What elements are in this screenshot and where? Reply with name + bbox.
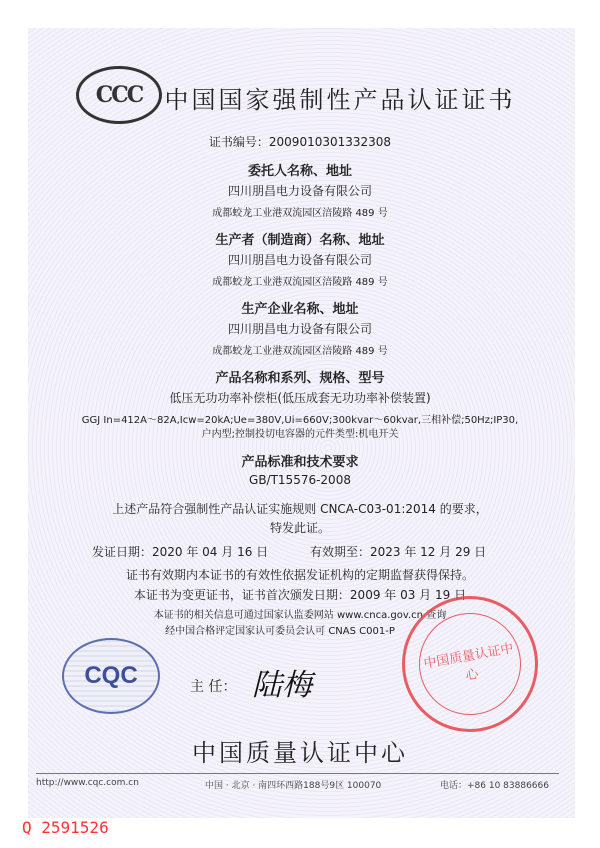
standard-heading: 产品标准和技术要求 (241, 455, 359, 470)
valid-until: 有效期至：2023 年 12 月 29 日 (310, 545, 487, 559)
product-name: 低压无功功率补偿柜(低压成套无功功率补偿装置) (169, 391, 431, 405)
serial-number: Q 2591526 (22, 818, 109, 837)
certificate-number: 证书编号：2009010301332308 (208, 135, 392, 149)
certificate-title: 中国国家强制性产品认证证书 (164, 86, 516, 114)
ccc-logo: CCC (76, 66, 162, 124)
factory-name: 四川朋昌电力设备有限公司 (227, 322, 372, 336)
query-note: 本证书的相关信息可通过国家认监委网站 www.cnca.gov.cn 查询 (153, 610, 447, 621)
footer-divider (36, 773, 559, 774)
cnas-note: 经中国合格评定国家认可委员会认可 CNAS C001-P (165, 626, 395, 637)
signature: 陆梅 (252, 668, 312, 703)
conformity-line1: 上述产品符合强制性产品认证实施规则 CNCA-C03-01:2014 的要求， (112, 502, 488, 516)
product-heading: 产品名称和系列、规格、型号 (215, 371, 385, 386)
client-name: 四川朋昌电力设备有限公司 (227, 184, 372, 198)
product-spec-line1: GGJ In=412A～82A,Icw=20kA;Ue=380V,Ui=660V;300kvar～60kvar,三相补偿;50Hz;IP30, (81, 415, 519, 426)
change-note: 本证书为变更证书，证书首次颁发日期：2009 年 03 月 19 日 (133, 588, 467, 602)
conformity-line2: 特发此证。 (269, 521, 330, 535)
seal-inner-text: 中国质量认证中心 (411, 605, 529, 723)
factory-heading: 生产企业名称、地址 (241, 302, 359, 317)
standard: GB/T15576-2008 (249, 473, 351, 487)
maker-heading: 生产者（制造商）名称、地址 (215, 233, 385, 248)
footer-address: 中国 · 北京 · 南四环西路188号9区 100070 (205, 781, 382, 791)
client-heading: 委托人名称、地址 (247, 164, 352, 179)
footer-url: http://www.cqc.com.cn (36, 778, 139, 788)
factory-address: 成都蛟龙工业港双流园区涪陵路 489 号 (212, 346, 388, 357)
issue-date: 发证日期：2020 年 04 月 16 日 (92, 545, 269, 559)
footer-phone: 电话：+86 10 83886666 (440, 781, 549, 791)
maker-address: 成都蛟龙工业港双流园区涪陵路 489 号 (212, 277, 388, 288)
client-address: 成都蛟龙工业港双流园区涪陵路 489 号 (212, 208, 388, 219)
issuer-name: 中国质量认证中心 (192, 739, 408, 767)
cqc-logo: CQC (62, 638, 160, 714)
director-label: 主 任： (190, 679, 237, 695)
validity-note: 证书有效期内本证书的有效性依据发证机构的定期监督获得保持。 (125, 568, 474, 582)
product-spec-line2: 户内型;控制投切电容器的元件类型:机电开关 (201, 429, 399, 440)
maker-name: 四川朋昌电力设备有限公司 (227, 253, 372, 267)
